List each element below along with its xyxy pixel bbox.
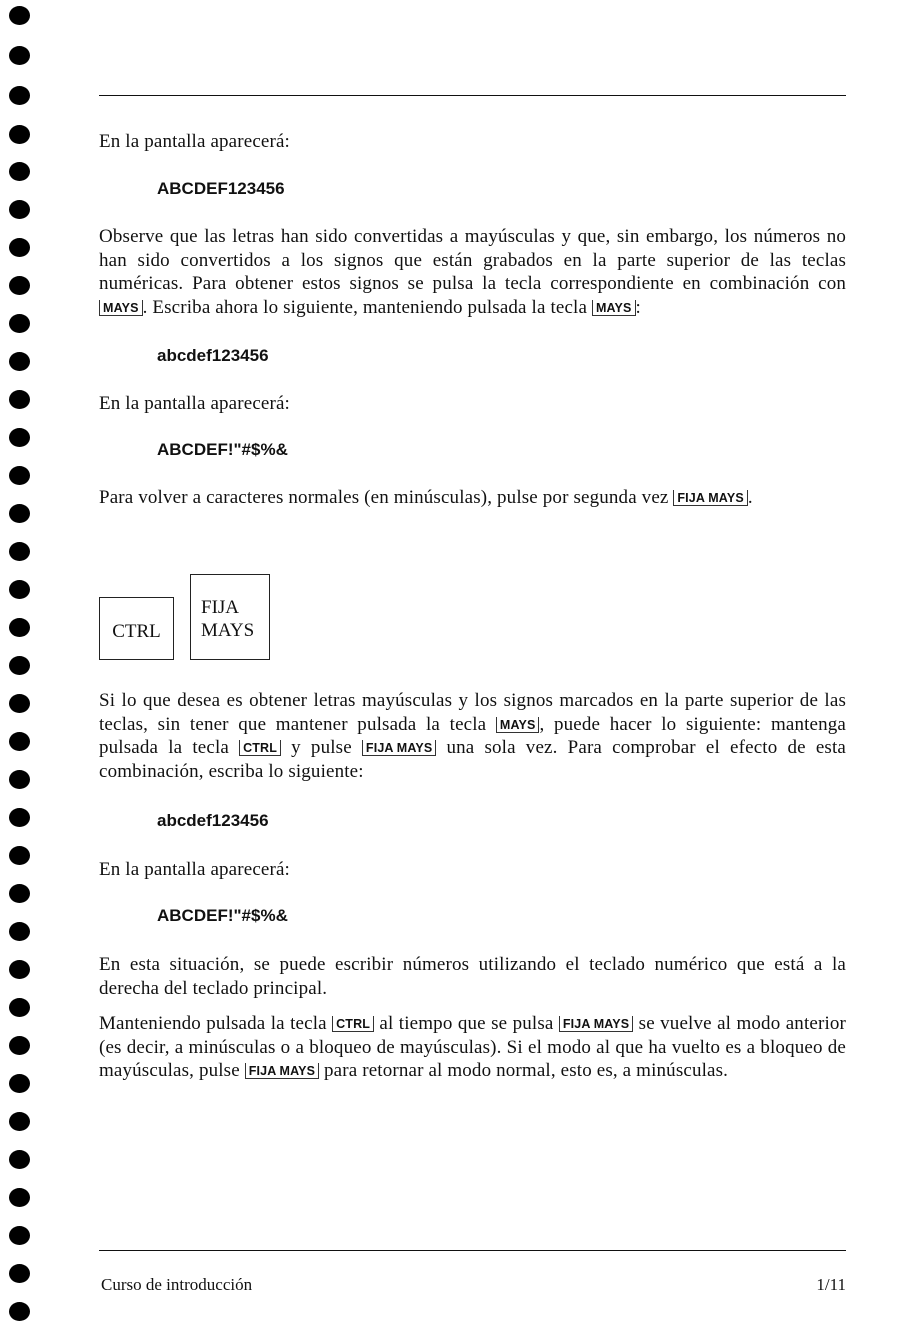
binder-hole [9, 656, 30, 675]
binder-hole [9, 390, 30, 409]
code-sample-lowercase-2: abcdef123456 [157, 811, 269, 830]
key-illustration-label: MAYS [201, 620, 255, 641]
footer-rule [99, 1250, 846, 1251]
paragraph-text: Observe que las letras han sido convertidas a mayúsculas y que, sin embargo, los números no han sido convertidos a los signos que están grabados en la parte superior de las teclas numéricas. Para obtener estos signos se pulsa la tecla correspondiente en combinación con [99, 226, 846, 294]
paragraph-caps-lock [99, 689, 846, 783]
binder-hole [9, 314, 30, 333]
footer-page-number: 1/11 [816, 1275, 846, 1294]
key-label-fija-mays: FIJA MAYS [673, 490, 747, 506]
binder-hole [9, 1188, 30, 1207]
paragraph-text: al tiempo que se pulsa [374, 1013, 559, 1034]
binder-hole [9, 922, 30, 941]
paragraph-text: , puede hacer lo siguiente: mantenga pulsada la tecla [99, 713, 847, 758]
binder-hole [9, 428, 30, 447]
binder-hole [9, 162, 30, 181]
paragraph-text: se vuelve al modo anterior (es decir, a minúsculas o a bloqueo de mayúsculas). Si el modo al que ha vuelto es a bloqueo de mayúsculas, pulse [99, 1013, 846, 1081]
header-rule [99, 95, 846, 96]
key-label-ctrl: CTRL [239, 740, 281, 756]
code-sample-symbols: ABCDEF!"#$%& [157, 440, 288, 459]
paragraph-screen-shows-3: En la pantalla aparecerá: [99, 859, 290, 880]
paragraph-screen-shows-2: En la pantalla aparecerá: [99, 393, 290, 414]
binder-hole [9, 1036, 30, 1055]
binder-hole [9, 542, 30, 561]
binder-hole [9, 998, 30, 1017]
paragraph-text: : [635, 296, 641, 318]
key-illustration-label: CTRL [112, 621, 161, 642]
paragraph-previous-mode [99, 1012, 846, 1083]
binder-hole [9, 125, 30, 144]
binder-holes [0, 0, 40, 1334]
key-label-ctrl: CTRL [332, 1016, 374, 1032]
code-sample-symbols-2: ABCDEF!"#$%& [157, 906, 288, 925]
paragraph-text: Si lo que desea es obtener letras mayúsculas y los signos marcados en la parte superior de las teclas, sin tener que mantener pulsada la tecla [99, 690, 846, 735]
binder-hole [9, 694, 30, 713]
paragraph-screen-shows-1: En la pantalla aparecerá: [99, 131, 290, 152]
binder-hole [9, 86, 30, 105]
binder-hole [9, 846, 30, 865]
paragraph-text: Manteniendo pulsada la tecla [99, 1013, 333, 1034]
paragraph-text: . [747, 487, 753, 508]
footer-course-title: Curso de introducción [101, 1275, 253, 1294]
binder-hole [9, 808, 30, 827]
binder-hole [9, 770, 30, 789]
binder-hole [9, 504, 30, 523]
paragraph-observe [99, 225, 846, 319]
paragraph-text: para retornar al modo normal, esto es, a minúsculas. [319, 1060, 729, 1081]
key-illustration-label: FIJA [201, 597, 240, 618]
binder-hole [9, 200, 30, 219]
binder-hole [9, 732, 30, 751]
binder-hole [9, 466, 30, 485]
binder-hole [9, 618, 30, 637]
key-label-fija-mays: FIJA MAYS [362, 740, 436, 756]
key-illustration-ctrl [99, 597, 174, 660]
binder-hole [9, 580, 30, 599]
paragraph-text: . Escriba ahora lo siguiente, manteniendo pulsada la tecla [142, 296, 592, 318]
binder-hole [9, 6, 30, 25]
code-sample-lowercase: abcdef123456 [157, 346, 269, 365]
binder-hole [9, 46, 30, 65]
binder-hole [9, 352, 30, 371]
paragraph-text: una sola vez. Para comprobar el efecto de esta combinación, escriba lo siguiente: [99, 737, 846, 782]
code-sample-uppercase: ABCDEF123456 [157, 179, 285, 198]
binder-hole [9, 1112, 30, 1131]
binder-hole [9, 884, 30, 903]
key-label-fija-mays: FIJA MAYS [245, 1063, 319, 1079]
paragraph-numeric-keypad: En esta situación, se puede escribir números utilizando el teclado numérico que está a la derecha del teclado principal. [99, 954, 846, 999]
key-illustration-fija-mays [190, 574, 270, 660]
paragraph-text: Para volver a caracteres normales (en minúsculas), pulse por segunda vez [99, 487, 674, 508]
binder-hole [9, 238, 30, 257]
paragraph-text: y pulse [281, 737, 362, 758]
key-label-mays: MAYS [99, 300, 143, 316]
binder-hole [9, 1264, 30, 1283]
paragraph-return-normal [99, 486, 846, 510]
binder-hole [9, 1150, 30, 1169]
key-label-mays: MAYS [592, 300, 636, 316]
key-label-mays: MAYS [496, 717, 540, 733]
key-label-fija-mays: FIJA MAYS [559, 1016, 633, 1032]
binder-hole [9, 276, 30, 295]
binder-hole [9, 1074, 30, 1093]
binder-hole [9, 960, 30, 979]
binder-hole [9, 1302, 30, 1321]
binder-hole [9, 1226, 30, 1245]
